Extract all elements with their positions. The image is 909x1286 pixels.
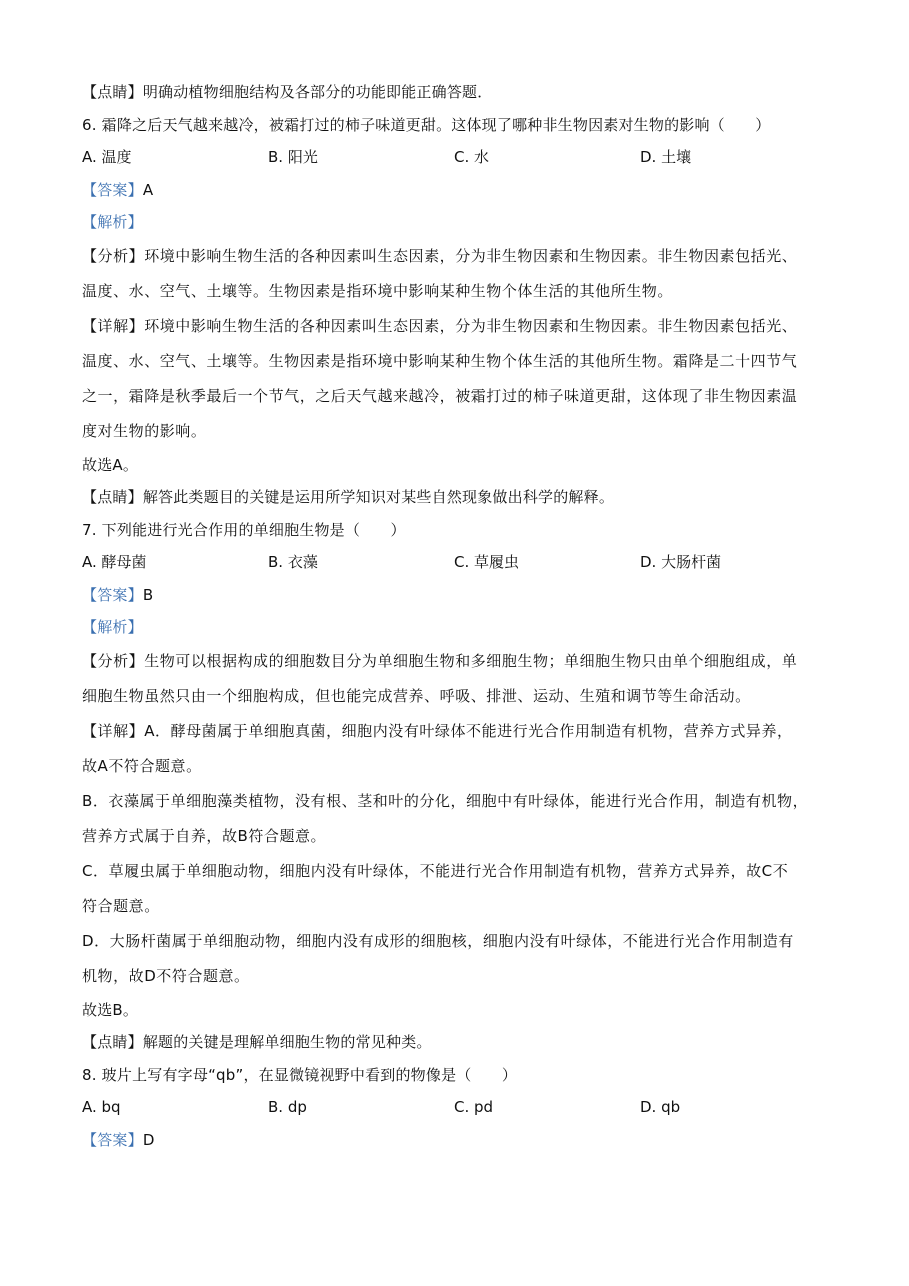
paragraph-line [82,959,839,994]
paragraph-line [82,714,839,749]
line-text: 8. 玻片上写有字母“qb”，在显微镜视野中看到的物像是（ ） [82,1065,518,1084]
options-q6 [82,141,839,174]
line-text: A [142,180,154,199]
paragraph-line [82,924,839,959]
dianjing-q6 [82,481,839,514]
paragraph-line [82,889,839,924]
options-q7 [82,546,839,579]
option-item: D. 大肠杆菌 [640,553,722,571]
paragraph-text: D．大肠杆菌属于单细胞动物，细胞内没有成形的细胞核，细胞内没有叶绿体，不能进行光合作用制造有 [82,931,794,950]
paragraph-text: C．草履虫属于单细胞动物，细胞内没有叶绿体，不能进行光合作用制造有机物，营养方式异养，故C不 [82,861,789,880]
option-item: A. 酵母菌 [82,553,147,571]
option-item: D. qb [640,1098,681,1116]
choice-q7 [82,994,839,1027]
paragraph-text: 符合题意。 [82,896,160,915]
xiangjie-q6 [82,309,839,449]
paragraph-line [82,854,839,889]
question-8 [82,1059,839,1092]
paragraph-text: 度对生物的影响。 [82,421,207,440]
section-tag: 【点睛】 [82,1033,143,1051]
paragraph-text: 环境中影响生物生活的各种因素叫生态因素，分为非生物因素和生物因素。非生物因素包括光、 [144,246,798,265]
question-6 [82,109,839,142]
paragraph-text: 温度、水、空气、土壤等。生物因素是指环境中影响某种生物个体生活的其他所生物。 [82,281,673,300]
paragraph-text: B．衣藻属于单细胞藻类植物，没有根、茎和叶的分化，细胞中有叶绿体，能进行光合作用，制造有机物， [82,791,809,810]
section-tag: 【答案】 [82,1130,143,1149]
section-tag: 【点睛】 [82,83,143,101]
line-text: D [142,1130,155,1149]
paragraph-text: 故A不符合题意。 [82,756,202,775]
tip-line [82,76,839,109]
line-text: 解答此类题目的关键是运用所学知识对某些自然现象做出科学的解释。 [142,488,615,506]
paragraph-line [82,414,839,449]
dianjing-q7 [82,1026,839,1059]
xiangjie-q7-c [82,854,839,924]
xiangjie-q7-a [82,714,839,784]
xiangjie-q7-b [82,784,839,854]
paragraph-line [82,274,839,309]
fenxi-q7 [82,644,839,714]
paragraph-line [82,344,839,379]
section-tag: 【解析】 [82,213,143,231]
line-text: 6. 霜降之后天气越来越冷，被霜打过的柿子味道更甜。这体现了哪种非生物因素对生物的影响（ ） [82,115,771,134]
line-text: B [142,585,154,604]
option-item: B. 衣藻 [268,553,318,571]
option-item: C. 水 [454,148,490,166]
section-tag: 【解析】 [82,618,143,636]
option-item: B. dp [268,1098,307,1116]
line-text: 7. 下列能进行光合作用的单细胞生物是（ ） [82,520,406,539]
paragraph-text: 生物可以根据构成的细胞数目分为单细胞生物和多细胞生物；单细胞生物只由单个细胞组成，单 [144,651,798,670]
answer-q6 [82,174,839,207]
section-tag: 【答案】 [82,180,143,199]
option-item: C. pd [454,1098,494,1116]
option-item: C. 草履虫 [454,553,520,571]
line-text: 故选B。 [82,1000,139,1019]
paragraph-line [82,644,839,679]
option-item: A. bq [82,1098,121,1116]
paragraph-line [82,379,839,414]
question-7 [82,514,839,547]
paragraph-text: 细胞生物虽然只由一个细胞构成，但也能完成营养、呼吸、排泄、运动、生殖和调节等生命活动。 [82,686,751,705]
section-tag: 【分析】 [82,246,145,265]
fenxi-q6 [82,239,839,309]
paragraph-line [82,819,839,854]
options-q8 [82,1091,839,1124]
paragraph-line [82,309,839,344]
paragraph-text: A．酵母菌属于单细胞真菌，细胞内没有叶绿体不能进行光合作用制造有机物，营养方式异养， [144,721,793,740]
option-item: A. 温度 [82,148,132,166]
paragraph-line [82,239,839,274]
paragraph-line [82,749,839,784]
analysis-q6 [82,206,839,239]
line-text: 故选A。 [82,455,139,474]
line-text: 解题的关键是理解单细胞生物的常见种类。 [142,1033,432,1051]
analysis-q7 [82,611,839,644]
section-tag: 【分析】 [82,651,145,670]
line-text: 明确动植物细胞结构及各部分的功能即能正确答题． [142,83,493,101]
answer-q8 [82,1124,839,1157]
xiangjie-q7-d [82,924,839,994]
paragraph-text: 之一，霜降是秋季最后一个节气，之后天气越来越冷，被霜打过的柿子味道更甜，这体现了非生物因素温 [82,386,798,405]
paragraph-line [82,679,839,714]
answer-q7 [82,579,839,612]
paragraph-text: 机物，故D不符合题意。 [82,966,250,985]
paragraph-text: 温度、水、空气、土壤等。生物因素是指环境中影响某种生物个体生活的其他所生物。霜降是二十四节气 [82,351,798,370]
section-tag: 【答案】 [82,585,143,604]
paragraph-line [82,784,839,819]
section-tag: 【详解】 [82,721,145,740]
paragraph-text: 环境中影响生物生活的各种因素叫生态因素，分为非生物因素和生物因素。非生物因素包括光、 [144,316,798,335]
section-tag: 【详解】 [82,316,145,335]
section-tag: 【点睛】 [82,488,143,506]
choice-q6 [82,449,839,482]
option-item: B. 阳光 [268,148,318,166]
option-item: D. 土壤 [640,148,692,166]
paragraph-text: 营养方式属于自养，故B符合题意。 [82,826,327,845]
